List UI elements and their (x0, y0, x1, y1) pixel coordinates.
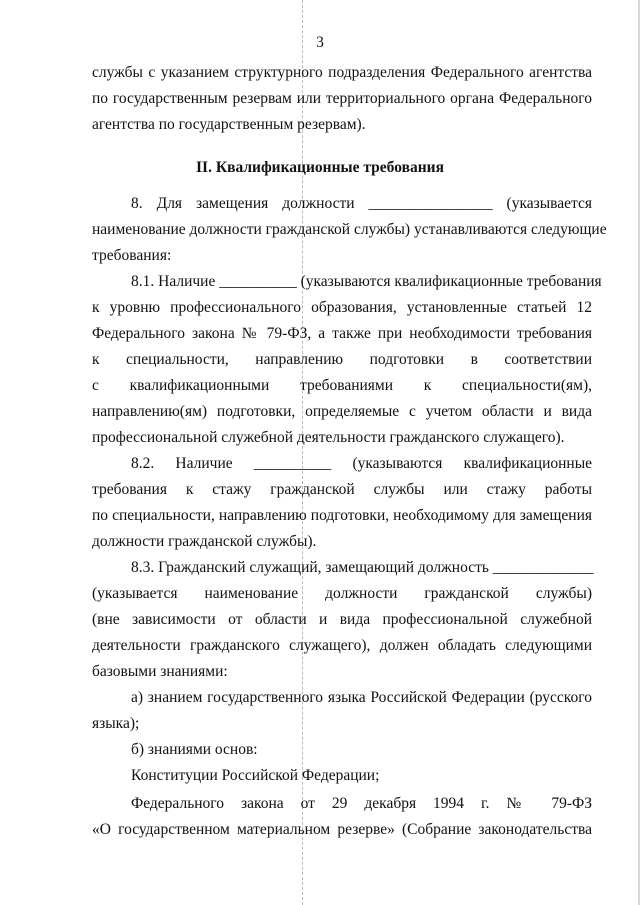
paragraph-line: по специальности, направлению подготовки, необходимому для замещения (92, 507, 592, 524)
section-heading: II. Квалификационные требования (196, 159, 444, 176)
paragraph-line: базовыми знаниями: (92, 663, 228, 680)
paragraph-line: требования к стажу гражданской службы или стажу работы (92, 481, 592, 498)
paragraph-line: 8.3. Гражданский служащий, замещающий должность _____________ (131, 559, 594, 576)
paragraph-line: по государственным резервам или территориального органа Федерального (92, 90, 592, 107)
paragraph-line: агентства по государственным резервам). (92, 116, 366, 133)
paragraph-line: б) знаниями основ: (131, 741, 258, 758)
paragraph-line: профессиональной служебной деятельности гражданского служащего). (92, 429, 565, 446)
paragraph-line: «О государственном материальном резерве» (Собрание законодательства (92, 821, 592, 838)
paragraph-line: наименование должности гражданской службы) устанавливаются следующие (92, 221, 607, 238)
paragraph-line: к специальности, направлению подготовки в соответствии (92, 351, 592, 368)
paragraph-line: (указывается наименование должности гражданской службы) (92, 585, 592, 602)
paragraph-line: 8.1. Наличие __________ (указываются квалификационные требования (131, 273, 602, 290)
paragraph-line: службы с указанием структурного подразделения Федерального агентства (92, 64, 592, 81)
paragraph-line: к уровню профессионального образования, установленные статьей 12 (92, 299, 592, 316)
paragraph-line: 8.2. Наличие __________ (указываются квалификационные (131, 455, 592, 472)
paragraph-line: а) знанием государственного языка Российской Федерации (русского (131, 689, 592, 706)
paragraph-line: Федерального закона от 29 декабря 1994 г. № 79-ФЗ (131, 795, 592, 812)
paragraph-line: языка); (92, 715, 140, 732)
paragraph-line: Конституции Российской Федерации; (131, 767, 380, 784)
paragraph-line: 8. Для замещения должности ________________ (указывается (131, 195, 592, 212)
paragraph-line: с квалификационными требованиями к специальности(ям), (92, 377, 592, 394)
paragraph-line: (вне зависимости от области и вида профессиональной служебной (92, 611, 592, 628)
page-number: 3 (316, 34, 324, 51)
paragraph-line: Федерального закона № 79-ФЗ, а также при необходимости требования (92, 325, 592, 342)
paragraph-line: направлению(ям) подготовки, определяемые с учетом области и вида (92, 403, 592, 420)
paragraph-line: должности гражданской службы). (92, 533, 317, 550)
paragraph-line: требования: (92, 247, 172, 264)
paragraph-line: деятельности гражданского служащего), должен обладать следующими (92, 637, 592, 654)
